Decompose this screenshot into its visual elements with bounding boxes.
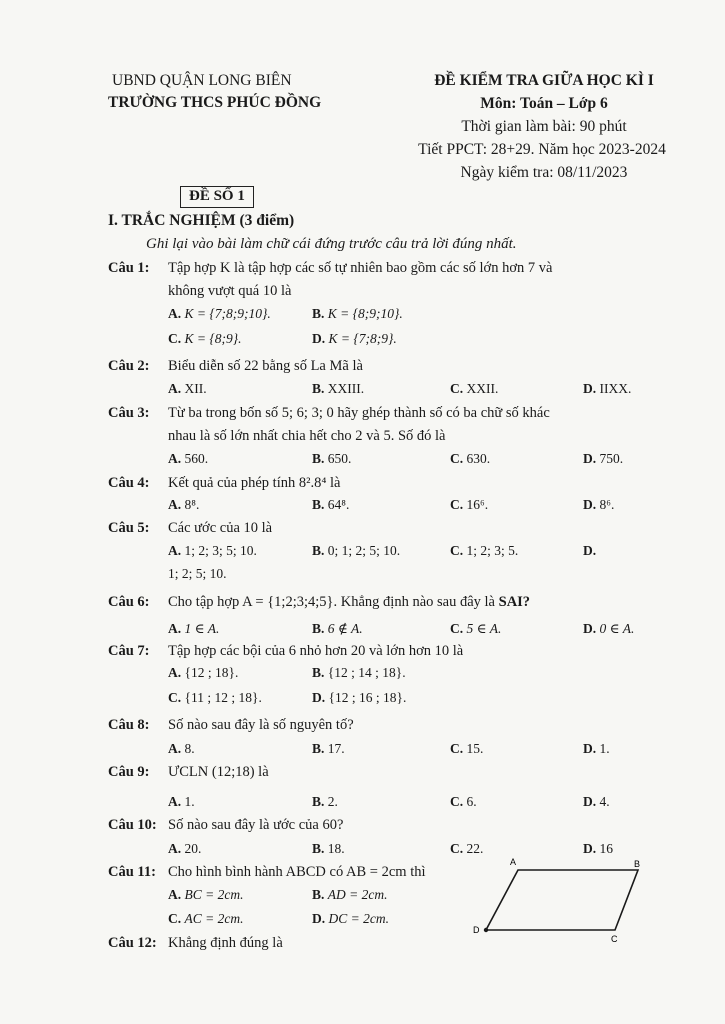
parallelogram-figure <box>470 855 650 945</box>
vertex-a-label: A <box>510 857 517 867</box>
q7-option-c: C. {11 ; 12 ; 18}. <box>168 690 262 705</box>
school-district: UBND QUẬN LONG BIÊN <box>112 72 292 89</box>
q4-option-d: D. 8⁶. <box>583 497 615 512</box>
q10-option-d: D. 16 <box>583 841 613 856</box>
question-3-text-2: nhau là số lớn nhất chia hết cho 2 và 5. Số đó là <box>168 428 446 444</box>
question-10-text: Số nào sau đây là ước của 60? <box>168 817 344 833</box>
exam-ppct: Tiết PPCT: 28+29. Năm học 2023-2024 <box>418 141 666 158</box>
q9-option-c: C. 6. <box>450 794 477 809</box>
question-2-label: Câu 2: <box>108 358 150 374</box>
q3-option-b: B. 650. <box>312 451 352 466</box>
question-12-label: Câu 12: <box>108 935 157 951</box>
question-7-label: Câu 7: <box>108 643 150 659</box>
school-name: TRƯỜNG THCS PHÚC ĐỒNG <box>108 94 322 111</box>
exam-duration: Thời gian làm bài: 90 phút <box>461 118 627 135</box>
q5-option-c: C. 1; 2; 3; 5. <box>450 543 519 558</box>
vertex-d-dot <box>484 928 488 932</box>
q9-option-d: D. 4. <box>583 794 610 809</box>
question-6-label: Câu 6: <box>108 594 150 610</box>
q7-option-d: D. {12 ; 16 ; 18}. <box>312 690 407 705</box>
question-12-text: Khẳng định đúng là <box>168 935 283 951</box>
q8-option-b: B. 17. <box>312 741 345 756</box>
q3-option-d: D. 750. <box>583 451 624 466</box>
q6-option-d: D. 0 ∈ A. <box>583 621 635 636</box>
q1-option-c: C. K = {8;9}. <box>168 331 242 346</box>
q11-option-d: D. DC = 2cm. <box>312 911 389 926</box>
q7-option-b: B. {12 ; 14 ; 18}. <box>312 665 406 680</box>
question-8-label: Câu 8: <box>108 717 150 733</box>
q2-option-b: B. XXIII. <box>312 381 365 396</box>
q10-option-c: C. 22. <box>450 841 484 856</box>
q3-option-c: C. 630. <box>450 451 491 466</box>
question-1-text: Tập hợp K là tập hợp các số tự nhiên bao gồm các số lớn hơn 7 và <box>168 260 553 276</box>
question-5-label: Câu 5: <box>108 520 150 536</box>
q5-option-d-label: D. <box>583 543 597 558</box>
parallelogram-shape <box>486 870 638 930</box>
vertex-c-label: C <box>611 934 618 944</box>
q6-option-c: C. 5 ∈ A. <box>450 621 502 636</box>
question-2-text: Biểu diễn số 22 bằng số La Mã là <box>168 358 363 374</box>
q8-option-d: D. 1. <box>583 741 610 756</box>
q4-option-a: A. 8⁸. <box>168 497 200 512</box>
q2-option-d: D. IIXX. <box>583 381 632 396</box>
q9-option-a: A. 1. <box>168 794 195 809</box>
section-instruction: Ghi lại vào bài làm chữ cái đứng trước câu trả lời đúng nhất. <box>146 236 517 252</box>
question-1-label: Câu 1: <box>108 260 150 276</box>
question-6-text: Cho tập hợp A = {1;2;3;4;5}. Khẳng định nào sau đây là SAI? <box>168 594 531 610</box>
q3-option-a: A. 560. <box>168 451 209 466</box>
q8-option-c: C. 15. <box>450 741 484 756</box>
question-4-text: Kết quả của phép tính 8².8⁴ là <box>168 475 341 491</box>
question-8-text: Số nào sau đây là số nguyên tố? <box>168 717 354 733</box>
question-7-text: Tập hợp các bội của 6 nhỏ hơn 20 và lớn hơn 10 là <box>168 643 464 659</box>
q1-option-b: B. K = {8;9;10}. <box>312 306 403 321</box>
q6-option-b: B. 6 ∉ A. <box>312 621 363 636</box>
question-3-label: Câu 3: <box>108 405 150 421</box>
vertex-d-label: D <box>473 925 480 935</box>
q4-option-c: C. 16⁶. <box>450 497 489 512</box>
question-5-text: Các ước của 10 là <box>168 520 273 536</box>
question-11-label: Câu 11: <box>108 864 156 880</box>
q10-option-a: A. 20. <box>168 841 202 856</box>
q8-option-a: A. 8. <box>168 741 195 756</box>
question-9-text: ƯCLN (12;18) là <box>168 764 269 780</box>
q1-option-d: D. K = {7;8;9}. <box>312 331 397 346</box>
q5-option-b: B. 0; 1; 2; 5; 10. <box>312 543 401 558</box>
question-1-text-2: không vượt quá 10 là <box>168 283 292 299</box>
q7-option-a: A. {12 ; 18}. <box>168 665 239 680</box>
vertex-b-label: B <box>634 859 641 869</box>
q2-option-c: C. XXII. <box>450 381 499 396</box>
question-9-label: Câu 9: <box>108 764 150 780</box>
question-11-text: Cho hình bình hành ABCD có AB = 2cm thì <box>168 864 426 880</box>
question-3-text: Từ ba trong bốn số 5; 6; 3; 0 hãy ghép thành số có ba chữ số khác <box>168 405 550 421</box>
q5-option-a: A. 1; 2; 3; 5; 10. <box>168 543 257 558</box>
exam-subject: Môn: Toán – Lớp 6 <box>480 95 608 112</box>
q1-option-a: A. K = {7;8;9;10}. <box>168 306 271 321</box>
q4-option-b: B. 64⁸. <box>312 497 350 512</box>
exam-title: ĐỀ KIỂM TRA GIỮA HỌC KÌ I <box>434 72 654 89</box>
q11-option-b: B. AD = 2cm. <box>312 887 388 902</box>
q10-option-b: B. 18. <box>312 841 345 856</box>
question-10-label: Câu 10: <box>108 817 157 833</box>
exam-date: Ngày kiểm tra: 08/11/2023 <box>460 164 628 181</box>
q2-option-a: A. XII. <box>168 381 207 396</box>
q5-option-d: 1; 2; 5; 10. <box>168 566 227 581</box>
q9-option-b: B. 2. <box>312 794 338 809</box>
q11-option-a: A. BC = 2cm. <box>168 887 244 902</box>
question-4-label: Câu 4: <box>108 475 150 491</box>
section-title: I. TRẮC NGHIỆM (3 điểm) <box>108 212 295 229</box>
q11-option-c: C. AC = 2cm. <box>168 911 244 926</box>
exam-code-box: ĐỀ SỐ 1 <box>180 186 254 208</box>
q6-option-a: A. 1 ∈ A. <box>168 621 220 636</box>
